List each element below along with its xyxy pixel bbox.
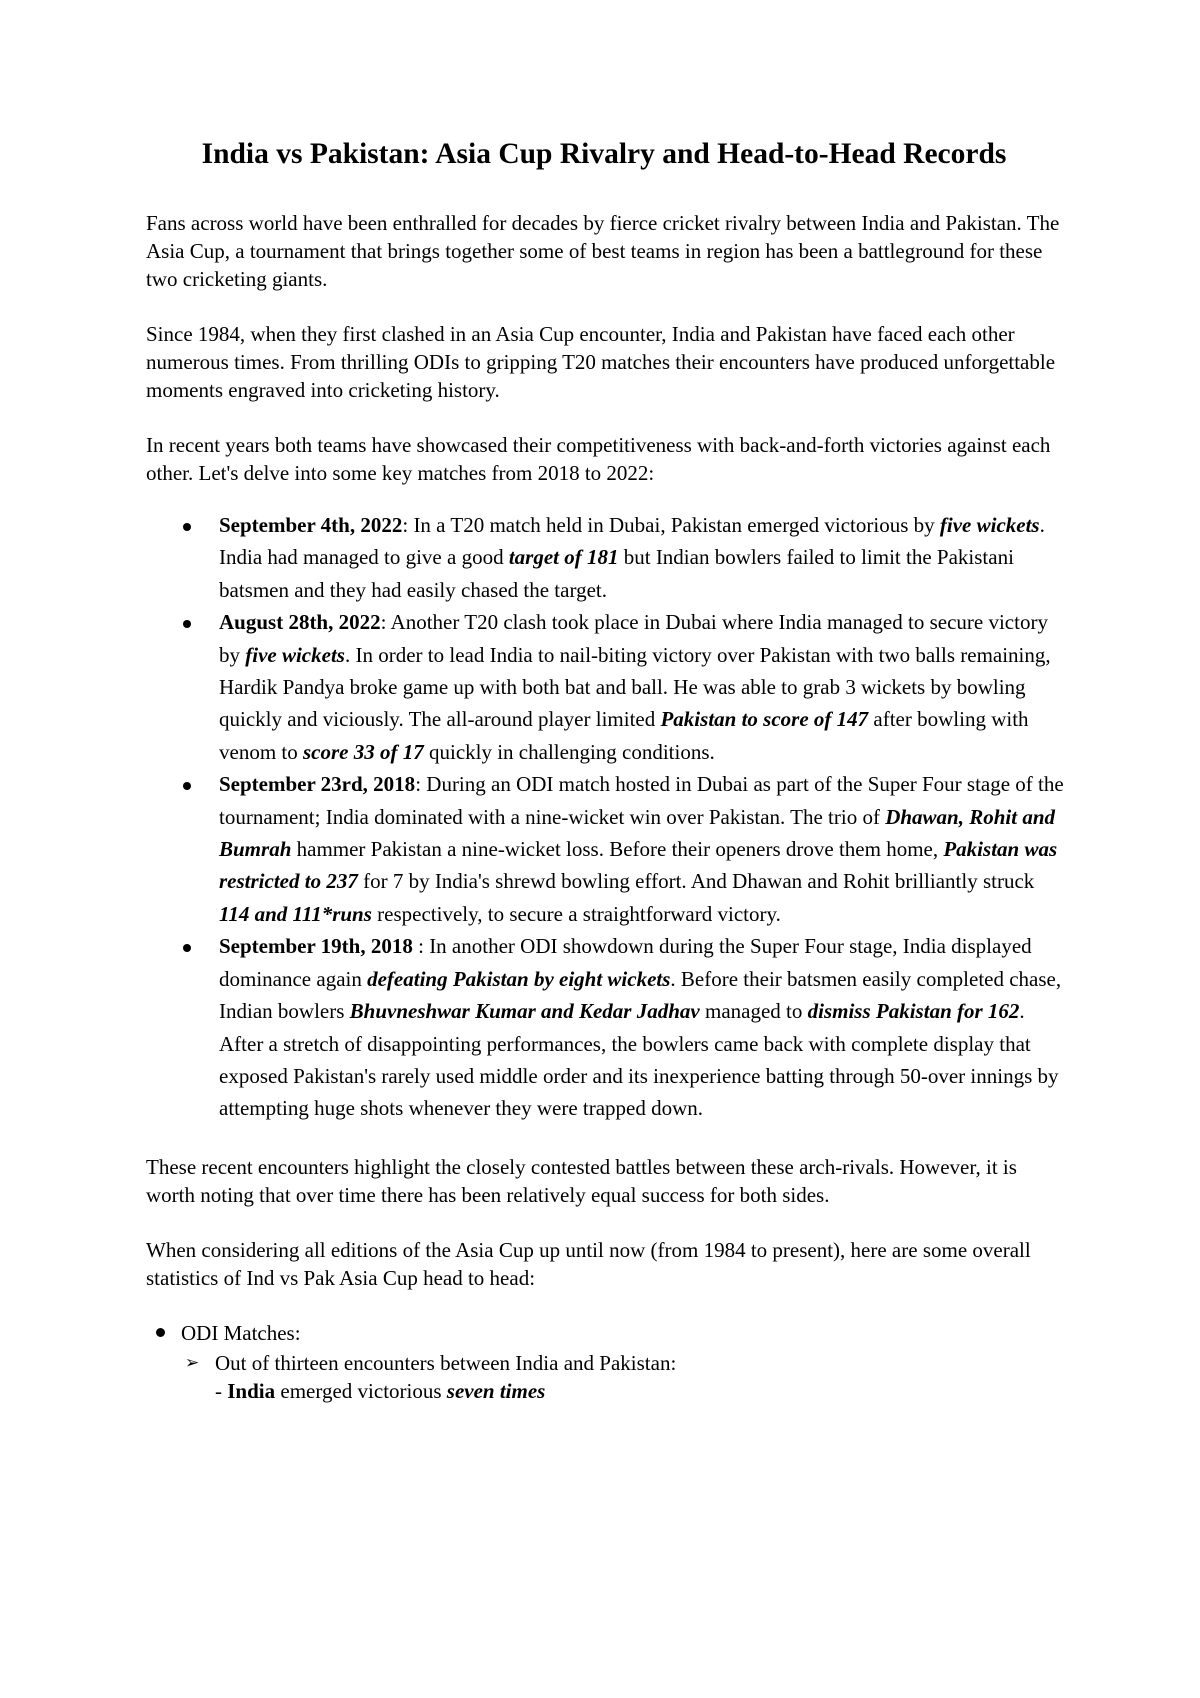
arrowhead-icon: ➢ <box>185 1352 200 1373</box>
bullet-icon <box>183 620 191 628</box>
list-item: August 28th, 2022: Another T20 clash took place in Dubai where India managed to secure victory by five wickets. In order to lead India to nail-biting victory over Pakistan with two balls remaining, Hardik Pandya broke game up with both bat and ball. He was able to grab 3 wickets by bowling quickly and viciously. The all-around player limited Pakistan to score of 147 after bowling with venom to score 33 of 17 quickly in challenging conditions. <box>219 606 1066 768</box>
list-item: September 23rd, 2018: During an ODI match hosted in Dubai as part of the Super Four stage of the tournament; India dominated with a nine-wicket win over Pakistan. The trio of Dhawan, Rohit and Bumrah hammer Pakistan a nine-wicket loss. Before their openers drove them home, Pakistan was restricted to 237 for 7 by India's shrewd bowling effort. And Dhawan and Rohit brilliantly struck 114 and 111*runs respectively, to secure a straightforward victory. <box>219 768 1066 930</box>
bullet-icon <box>183 782 191 790</box>
intro-paragraph-1: Fans across world have been enthralled for decades by fierce cricket rivalry between India and Pakistan. The Asia Cup, a tournament that brings together some of best teams in region has been a battleground for these two cricketing giants. <box>146 211 1060 291</box>
sub-list <box>181 1349 1066 1405</box>
india-wins-line: - India emerged victorious seven times <box>215 1378 546 1403</box>
outro-paragraph-1: These recent encounters highlight the closely contested battles between these arch-rivals. However, it is worth noting that over time there has been relatively equal success for both sides. <box>146 1154 1017 1207</box>
document-page <box>146 138 1066 1405</box>
match-list <box>146 509 1066 1125</box>
sub-list-item: ➢ Out of thirteen encounters between India and Pakistan: <box>185 1350 677 1375</box>
intro-paragraph-3: In recent years both teams have showcased their competitiveness with back-and-forth victories against each other. Let's delve into some key matches from 2018 to 2022: <box>146 433 1051 485</box>
list-item: September 19th, 2018 : In another ODI showdown during the Super Four stage, India displayed dominance again defeating Pakistan by eight wickets. Before their batsmen easily completed chase, Indian bowlers Bhuvneshwar Kumar and Kedar Jadhav managed to dismiss Pakistan for 162. After a stretch of disappointing performances, the bowlers came back with complete display that exposed Pakistan's rarely used middle order and its inexperience batting through 50-over innings by attempting huge shots whenever they were trapped down. <box>219 930 1066 1124</box>
bullet-icon <box>183 523 191 531</box>
bullet-icon <box>156 1328 165 1337</box>
bullet-icon <box>183 944 191 952</box>
intro-paragraph-2: Since 1984, when they first clashed in an Asia Cup encounter, India and Pakistan have faced each other numerous times. From thrilling ODIs to gripping T20 matches their encounters have produced unforgettable moments engraved into cricketing history. <box>146 322 1056 402</box>
stats-list <box>146 1319 1066 1405</box>
list-item: ODI Matches: ➢ Out of thirteen encounters between India and Pakistan: - India emerged victorious seven times <box>156 1319 1066 1405</box>
page-title: India vs Pakistan: Asia Cup Rivalry and Head-to-Head Records <box>201 138 1007 170</box>
outro-paragraph-2: When considering all editions of the Asia Cup up until now (from 1984 to present), here are some overall statistics of Ind vs Pak Asia Cup head to head: <box>146 1237 1031 1290</box>
list-item: September 4th, 2022: In a T20 match held in Dubai, Pakistan emerged victorious by five wickets. India had managed to give a good target of 181 but Indian bowlers failed to limit the Pakistani batsmen and they had easily chased the target. <box>219 509 1066 606</box>
